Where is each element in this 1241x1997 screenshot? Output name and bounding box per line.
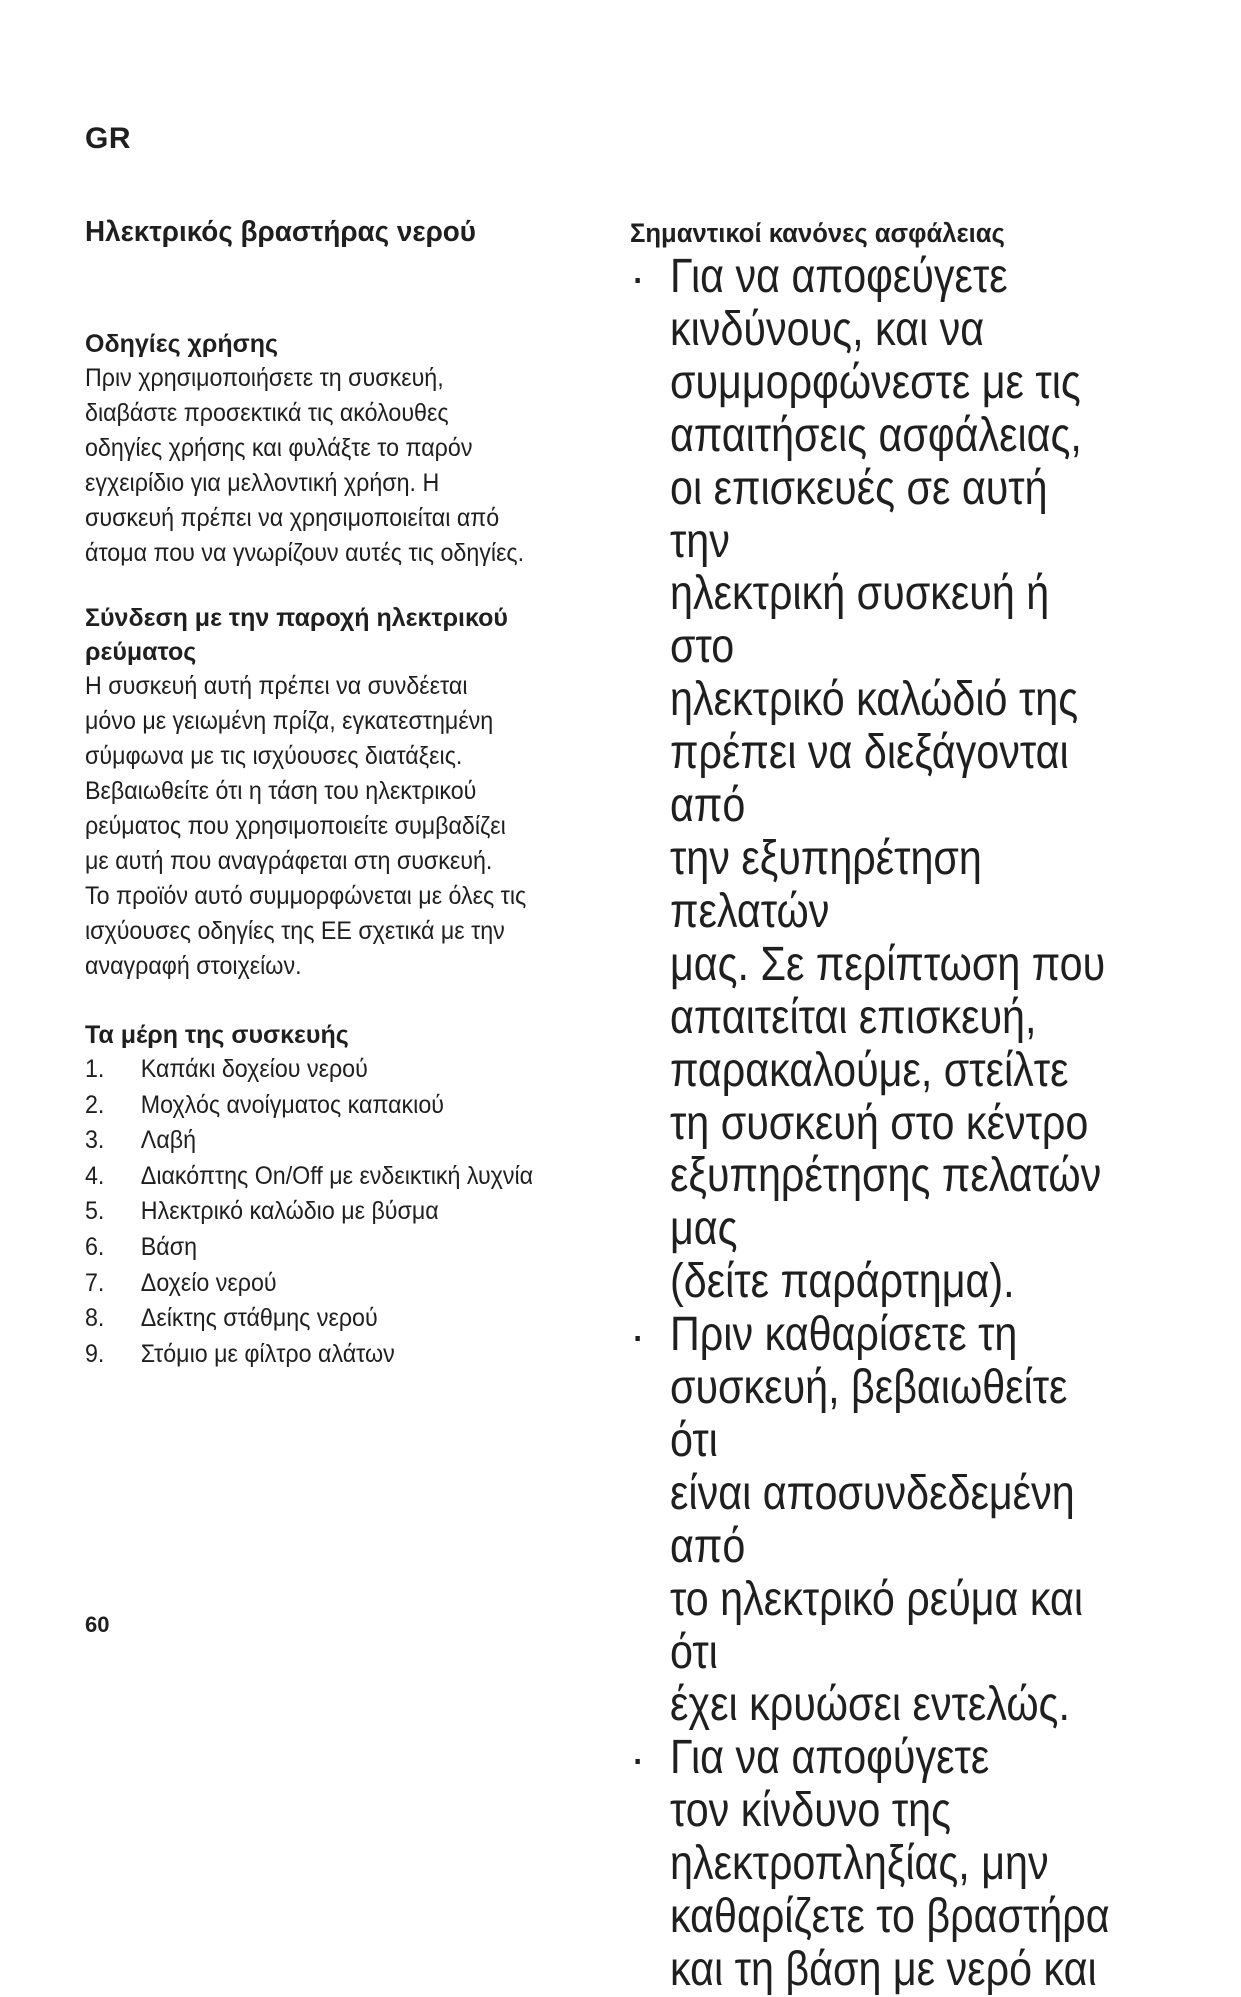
list-text: Διακόπτης On/Off με ενδεικτική λυχνία xyxy=(140,1161,534,1190)
page-number: 60 xyxy=(85,1612,110,1637)
section-parts xyxy=(85,1018,625,1372)
safety-bullet xyxy=(630,251,1190,1309)
list-text: Βάση xyxy=(140,1232,198,1261)
list-number: 2. xyxy=(85,1090,105,1119)
list-number: 8. xyxy=(85,1304,105,1333)
bullet-text: Για να αποφεύγετε κινδύνους, και να συμμορφώνεστε με τις απαιτήσεις ασφάλειας, οι επισκευές σε αυτή την ηλεκτρική συσκευή ή στο ηλεκτρικό καλώδιό της πρέπει να διεξάγονται από την εξυπηρέτηση πελατών μας. Σε περίπτωση που απαιτείται επισκευή, παρακαλούμε, στείλτε τη συσκευή στο κέντρο εξυπηρέτησης πελατών μας (δείτε παράρτημα). xyxy=(670,250,1106,1309)
section-power-connection xyxy=(85,601,625,984)
bullet-dot: · xyxy=(630,1309,646,1362)
section-heading: Οδηγίες χρήσης xyxy=(85,330,279,358)
list-item xyxy=(85,1230,643,1266)
language-code: GR xyxy=(85,122,131,155)
list-item xyxy=(85,1052,643,1088)
list-number: 6. xyxy=(85,1232,105,1261)
list-item xyxy=(85,1337,643,1373)
bullet-dot: · xyxy=(630,1732,646,1785)
list-number: 4. xyxy=(85,1161,105,1190)
list-item xyxy=(85,1194,643,1230)
list-text: Καπάκι δοχείου νερού xyxy=(140,1055,368,1083)
list-number: 1. xyxy=(85,1055,105,1083)
list-text: Μοχλός ανοίγματος καπακιού xyxy=(140,1090,444,1119)
parts-list xyxy=(85,1052,643,1372)
right-column xyxy=(630,215,1190,1997)
bullet-text: Πριν καθαρίσετε τη συσκευή, βεβαιωθείτε ότι είναι αποσυνδεδεμένη από το ηλεκτρικό ρεύμα και ότι έχει κρυώσει εντελώς. xyxy=(670,1308,1084,1732)
list-number: 5. xyxy=(85,1197,105,1226)
bullet-text: Για να αποφύγετε τον κίνδυνο της ηλεκτροπληξίας, μην καθαρίζετε το βραστήρα και τη βάση με νερό και xyxy=(670,1731,1110,1996)
list-item xyxy=(85,1266,643,1302)
list-number: 9. xyxy=(85,1339,105,1368)
section-heading: Σύνδεση με την παροχή ηλεκτρικού ρεύματος xyxy=(85,604,508,666)
list-number: 7. xyxy=(85,1268,105,1297)
list-item xyxy=(85,1123,643,1159)
list-text: Δοχείο νερού xyxy=(140,1268,277,1297)
list-text: Στόμιο με φίλτρο αλάτων xyxy=(140,1339,395,1368)
safety-bullet xyxy=(630,1732,1190,1997)
list-text: Δείκτης στάθμης νερού xyxy=(140,1304,378,1333)
section-instructions xyxy=(85,327,625,571)
safety-title: Σημαντικοί κανόνες ασφάλειας xyxy=(630,218,1005,248)
list-text: Ηλεκτρικό καλώδιο με βύσμα xyxy=(140,1197,439,1226)
document-title: Ηλεκτρικός βραστήρας νερού xyxy=(85,216,477,248)
section-body: Η συσκευή αυτή πρέπει να συνδέεται μόνο με γειωμένη πρίζα, εγκατεστημένη σύμφωνα με τις ισχύουσες διατάξεις. Βεβαιωθείτε ότι η τάση του ηλεκτρικού ρεύματος που χρησιμοποιείτε συμβαδίζει με αυτή που αναγράφεται στη συσκευή. Το προϊόν αυτό συμμορφώνεται με όλες τις ισχύουσες οδηγίες της ΕΕ σχετικά με την αναγραφή στοιχείων. xyxy=(85,672,527,980)
list-item xyxy=(85,1301,643,1337)
safety-bullet xyxy=(630,1309,1190,1732)
list-item xyxy=(85,1088,643,1124)
parts-heading: Τα μέρη της συσκευής xyxy=(85,1021,349,1049)
list-item xyxy=(85,1159,643,1195)
bullet-dot: · xyxy=(630,251,646,303)
left-column xyxy=(85,212,625,1372)
list-number: 3. xyxy=(85,1126,105,1155)
list-text: Λαβή xyxy=(140,1126,197,1155)
section-body: Πριν χρησιμοποιήσετε τη συσκευή, διαβάστε προσεκτικά τις ακόλουθες οδηγίες χρήσης και φυλάξτε το παρόν εγχειρίδιο για μελλοντική χρήση. Η συσκευή πρέπει να χρησιμοποιείται από άτομα που να γνωρίζουν αυτές τις οδηγίες. xyxy=(85,364,525,567)
